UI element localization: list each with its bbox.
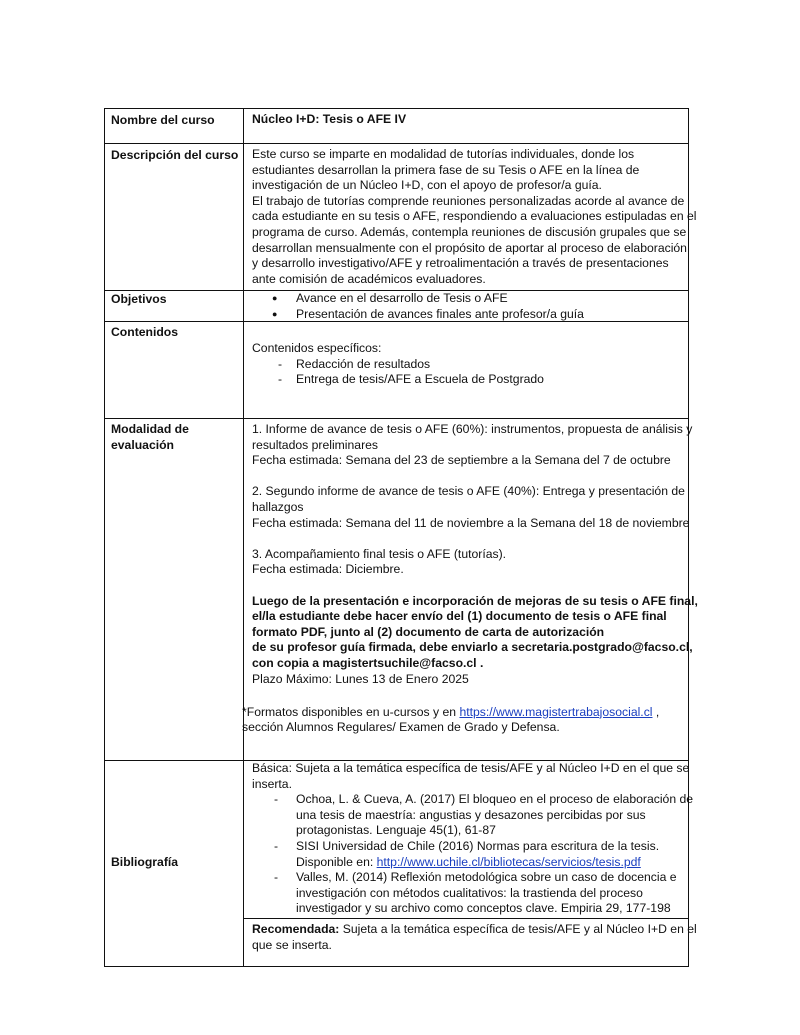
reference-line: protagonistas. Lenguaje 45(1), 61-87	[296, 823, 496, 838]
contents-item	[252, 372, 680, 388]
reference-item	[252, 792, 694, 839]
label-bibliography: Bibliografía	[111, 855, 179, 869]
reference-line: una tesis de maestría: angustias y desazones percibidas por sus	[296, 807, 646, 822]
label-contents: Contenidos	[111, 325, 179, 339]
dash-icon: -	[278, 372, 283, 387]
eval-1-date: Fecha estimada: Semana del 23 de septiembre a la Semana del 7 de octubre	[252, 453, 671, 468]
spacer	[252, 469, 680, 485]
spacer	[252, 578, 680, 594]
eval-3-line: 3. Acompañamiento final tesis o AFE (tutorías).	[252, 546, 507, 561]
course-name: Núcleo I+D: Tesis o AFE IV	[252, 112, 407, 126]
eval-1-line: resultados preliminares	[252, 437, 378, 452]
description-line: programa de curso. Además, contempla reuniones de discusión grupales que se	[252, 224, 687, 239]
description-line: cada estudiante en su tesis o AFE, respondiendo a evaluaciones estipuladas en el	[252, 209, 697, 224]
reference-line: SISI Universidad de Chile (2016) Normas para escritura de la tesis.	[296, 838, 660, 853]
cell-objectives	[243, 291, 688, 321]
formats-note-line2: sección Alumnos Regulares/ Examen de Grado y Defensa.	[242, 720, 560, 735]
objective-item	[252, 291, 680, 307]
label-line: evaluación	[111, 437, 174, 452]
submission-line: formato PDF, junto al (2) documento de carta de autorización	[252, 624, 605, 639]
contents-intro: Contenidos específicos:	[252, 341, 382, 355]
recommended-section	[244, 918, 697, 956]
description-line: investigación de un Núcleo I+D, con el apoyo de profesor/a guía.	[252, 178, 602, 193]
cell-description	[243, 144, 697, 290]
row-description	[104, 143, 697, 290]
description-line: ante comisión de académicos evaluadores.	[252, 271, 486, 286]
submission-line: Luego de la presentación e incorporación de mejoras de su tesis o AFE final,	[252, 593, 698, 608]
description-line: El trabajo de tutorías comprende reuniones personalizadas acorde al avance de	[252, 193, 685, 208]
spacer	[252, 687, 680, 703]
spacer	[252, 531, 680, 547]
reference-line: investigación con métodos cualitativos: la trastienda del proceso	[296, 885, 643, 900]
contents-text: Redacción de resultados	[296, 356, 431, 371]
basic-line: Básica: Sujeta a la temática específica de tesis/AFE y al Núcleo I+D en el que se	[252, 761, 690, 775]
dash-icon: -	[274, 792, 279, 807]
recommended-text: Sujeta a la temática específica de tesis/AFE y al Núcleo I+D en el	[339, 922, 697, 936]
bullet-icon: ●	[272, 293, 278, 303]
row-bibliography	[104, 760, 697, 967]
contents-item	[252, 357, 680, 373]
reference-line: Valles, M. (2014) Reflexión metodológica sobre un caso de docencia e	[296, 870, 677, 885]
cell-contents	[243, 322, 688, 418]
reference-text: Disponible en:	[296, 854, 377, 869]
cell-bibliography	[243, 761, 697, 966]
recommended-label: Recomendada:	[252, 922, 340, 936]
description-line: estudiantes desarrollan la primera fase de su Tesis o AFE en la línea de	[252, 162, 640, 177]
reference-line: investigador y su archivo como conceptos clave. Empiria 29, 177-198	[296, 901, 671, 916]
reference-item	[252, 870, 680, 917]
submission-line: el/la estudiante debe hacer envío del (1) documento de tesis o AFE final	[252, 609, 667, 624]
objective-text: Presentación de avances finales ante profesor/a guía	[296, 306, 584, 321]
contents-text: Entrega de tesis/AFE a Escuela de Postgrado	[296, 372, 544, 387]
uchile-thesis-link[interactable]: http://www.uchile.cl/bibliotecas/servicios/tesis.pdf	[376, 854, 641, 869]
submission-line: de su profesor guía firmada, debe enviarlo a secretaria.postgrado@facso.cl,	[252, 640, 693, 655]
objective-text: Avance en el desarrollo de Tesis o AFE	[296, 291, 508, 305]
dash-icon: -	[274, 870, 279, 885]
row-evaluation	[104, 418, 698, 760]
dash-icon: -	[274, 838, 279, 853]
cell-course-name	[243, 109, 688, 143]
recommended-line	[252, 922, 697, 938]
label-description: Descripción del curso	[111, 148, 239, 162]
row-course-name	[104, 108, 689, 143]
description-line: desarrollan mensualmente con el propósito de aportar al proceso de elaboración	[252, 240, 687, 255]
objective-item	[252, 307, 680, 323]
reference-line: Ochoa, L. & Cueva, A. (2017) El bloqueo en el proceso de elaboración de	[296, 792, 694, 807]
label-line: Modalidad de	[111, 422, 189, 436]
deadline: Plazo Máximo: Lunes 13 de Enero 2025	[252, 671, 469, 686]
description-line: Este curso se imparte en modalidad de tutorías individuales, donde los	[252, 147, 635, 161]
eval-2-date: Fecha estimada: Semana del 11 de noviembre a la Semana del 18 de noviembre	[252, 515, 690, 530]
label-evaluation	[111, 422, 189, 453]
reference-item	[252, 839, 680, 870]
eval-1-line: 1. Informe de avance de tesis o AFE (60%): instrumentos, propuesta de análisis y	[252, 422, 693, 436]
eval-2-line: 2. Segundo informe de avance de tesis o AFE (40%): Entrega y presentación de	[252, 484, 685, 499]
recommended-line: que se inserta.	[252, 937, 332, 952]
note-text: *Formatos disponibles en u-cursos y en	[242, 704, 460, 719]
cell-evaluation	[242, 419, 698, 760]
eval-3-date: Fecha estimada: Diciembre.	[252, 562, 404, 577]
magister-link[interactable]: https://www.magistertrabajosocial.cl	[459, 704, 653, 719]
row-contents	[104, 321, 689, 418]
reference-line	[296, 855, 680, 871]
formats-note	[242, 705, 680, 721]
dash-icon: -	[278, 356, 283, 371]
submission-line: con copia a magistertsuchile@facso.cl .	[252, 655, 484, 670]
label-course-name: Nombre del curso	[111, 113, 215, 127]
note-text: ,	[652, 704, 660, 719]
row-objectives	[104, 290, 689, 321]
basic-line: inserta.	[252, 776, 292, 791]
description-line: y desarrollo investigativo/AFE y retroalimentación a través de presentaciones	[252, 256, 669, 271]
label-objectives: Objetivos	[111, 292, 167, 306]
eval-2-line: hallazgos	[252, 499, 304, 514]
bullet-icon: ●	[272, 308, 278, 319]
